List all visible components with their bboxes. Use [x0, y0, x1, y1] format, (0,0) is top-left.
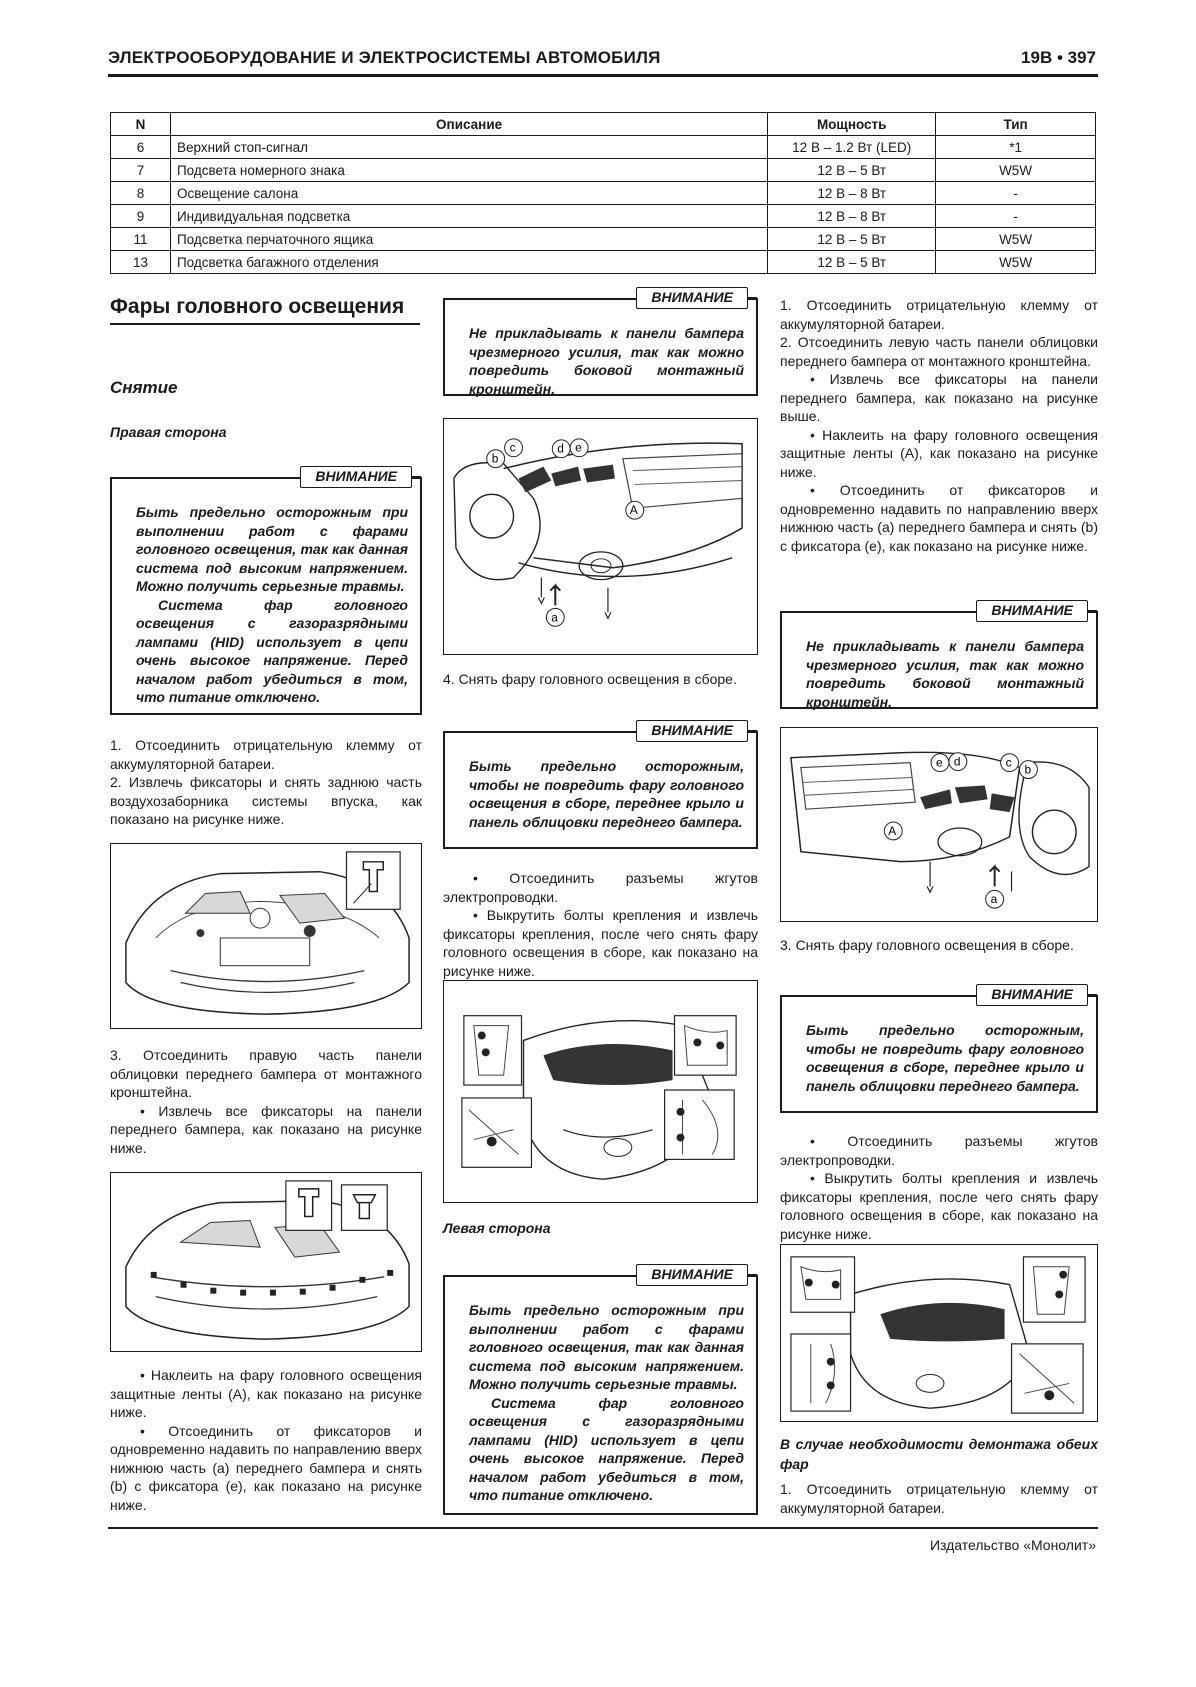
bullet-text: • Извлечь все фиксаторы на панели переднего бампера, как показано на рисунке ниже. — [110, 1102, 422, 1156]
table-header-row — [111, 113, 1096, 136]
bullet-text: • Выкрутить болты крепления и извлечь фиксаторы крепления, после чего снять фару головного освещения в сборе, как показано на рисунке ниже. — [780, 1170, 1098, 1242]
table-cell: W5W — [936, 251, 1096, 274]
subsection-title-removal: Снятие — [110, 378, 178, 397]
callout-letter: A — [888, 823, 897, 838]
step-text: 3. Снять фару головного освещения в сборе. — [780, 937, 1074, 953]
table-cell: Индивидуальная подсветка — [170, 205, 767, 228]
bullet-text: • Наклеить на фару головного освещения защитные ленты (A), как показано на рисунке ниже. — [110, 1367, 422, 1420]
callout-letter: a — [551, 610, 558, 625]
callout-letter: a — [990, 892, 998, 907]
lamp-spec-table — [110, 112, 1096, 274]
section-title-rule — [110, 323, 420, 325]
table-cell: 12 В – 5 Вт — [768, 159, 936, 182]
page-number: 19B • 397 — [1021, 48, 1096, 67]
warning-label: ВНИМАНИЕ — [636, 720, 748, 742]
warning-text: Не прикладывать к панели бампера чрезмерного усилия, так как можно повредить боковой монтажный кронштейн. — [806, 638, 1084, 710]
table-row — [111, 228, 1096, 251]
warning-text: Быть предельно осторожным, чтобы не повредить фару головного освещения в сборе, переднее крыло и панель облицовки переднего бампера. — [469, 758, 744, 830]
bullet-text: • Отсоединить разъемы жгутов электропроводки. — [443, 870, 758, 905]
step-text: 3. Отсоединить правую часть панели облицовки переднего бампера от монтажного кронштейна. — [110, 1047, 422, 1100]
warning-box — [780, 986, 1098, 1113]
table-row — [111, 136, 1096, 159]
figure-air-intake-clips — [110, 843, 422, 1029]
warning-text: Система фар головного освещения с газоразрядными лампами (HID) использует в цепи очень высокое напряжение. Перед началом работ убедиться в том, что питание отключено. — [136, 596, 408, 705]
table-cell: - — [936, 205, 1096, 228]
table-cell: Освещение салона — [170, 182, 767, 205]
warning-text: Не прикладывать к панели бампера чрезмерного усилия, так как можно повредить боковой монтажный кронштейн. — [469, 325, 744, 397]
bullet-text: • Выкрутить болты крепления и извлечь фиксаторы крепления, после чего снять фару головного освещения в сборе, как показано на рисунке ниже. — [443, 907, 758, 979]
steps-block — [443, 869, 758, 980]
table-row — [111, 251, 1096, 274]
figure-left-headlight-mounting — [780, 1244, 1098, 1422]
callout-letter: e — [936, 755, 943, 770]
warning-box — [443, 289, 758, 397]
section-title: Фары головного освещения — [110, 295, 405, 318]
table-header-cell: Описание — [170, 113, 767, 136]
warning-box — [443, 1266, 758, 1515]
bullet-text: • Наклеить на фару головного освещения защитные ленты (A), как показано на рисунке ниже. — [780, 426, 1098, 480]
bullet-text: • Отсоединить разъемы жгутов электропроводки. — [780, 1133, 1098, 1168]
callout-letter: e — [575, 440, 582, 455]
table-cell: 11 — [111, 228, 171, 251]
figure-right-headlight-mounting — [443, 980, 758, 1203]
callout-letter: d — [557, 441, 564, 456]
table-cell: 12 В – 8 Вт — [768, 205, 936, 228]
step-text: 2. Извлечь фиксаторы и снять заднюю часть воздухозаборника системы впуска, как показано на рисунке ниже. — [110, 774, 422, 827]
warning-box — [443, 722, 758, 849]
table-header-cell: Мощность — [768, 113, 936, 136]
warning-label: ВНИМАНИЕ — [300, 466, 412, 488]
warning-box — [110, 468, 422, 715]
table-row — [111, 159, 1096, 182]
warning-text: Система фар головного освещения с газоразрядными лампами (HID) использует в цепи очень высокое напряжение. Перед началом работ убедиться в том, что питание отключено. — [469, 1394, 744, 1503]
callout-letter: A — [629, 503, 638, 518]
steps-block — [110, 736, 422, 829]
figure-bumper-clips — [110, 1172, 422, 1352]
warning-box — [780, 602, 1098, 710]
table-cell: Верхний стоп-сигнал — [170, 136, 767, 159]
publisher-footer: Издательство «Монолит» — [929, 1537, 1096, 1553]
table-cell: W5W — [936, 228, 1096, 251]
steps-block — [780, 936, 1098, 955]
warning-label: ВНИМАНИЕ — [976, 600, 1088, 622]
table-cell: 9 — [111, 205, 171, 228]
steps-block — [780, 1132, 1098, 1243]
table-cell: 12 В – 1.2 Вт (LED) — [768, 136, 936, 159]
warning-text: Быть предельно осторожным, чтобы не повредить фару головного освещения в сборе, переднее крыло и панель облицовки переднего бампера. — [806, 1022, 1084, 1094]
table-cell: 12 В – 5 Вт — [768, 228, 936, 251]
section-heading-block — [110, 294, 420, 325]
running-header-title: ЭЛЕКТРООБОРУДОВАНИЕ И ЭЛЕКТРОСИСТЕМЫ АВТОМОБИЛЯ — [108, 48, 661, 67]
callout-letter: d — [953, 754, 961, 769]
figure-right-bumper-detach — [443, 418, 758, 655]
step-text: 1. Отсоединить отрицательную клемму от аккумуляторной батареи. — [780, 1481, 1098, 1516]
table-row — [111, 205, 1096, 228]
subheading-right-side: Правая сторона — [110, 424, 227, 440]
bullet-text: • Отсоединить от фиксаторов и одновременно надавить по направлению вверх нижнюю часть (a) переднего бампера и снять (b) с фиксатора (e), как показано на рисунке ниже. — [110, 1422, 422, 1513]
step-text: 4. Снять фару головного освещения в сборе. — [443, 671, 737, 687]
callout-letter: b — [1024, 762, 1032, 777]
steps-block — [110, 1366, 422, 1514]
steps-block — [780, 1434, 1098, 1517]
subheading-both-headlights: В случае необходимости демонтажа обеих фар — [780, 1436, 1098, 1472]
steps-block — [780, 296, 1098, 555]
table-cell: 6 — [111, 136, 171, 159]
step-text: 1. Отсоединить отрицательную клемму от аккумуляторной батареи. — [110, 737, 422, 772]
figure-left-bumper-detach — [780, 727, 1098, 922]
bullet-text: • Извлечь все фиксаторы на панели переднего бампера, как показано на рисунке выше. — [780, 371, 1098, 424]
warning-label: ВНИМАНИЕ — [636, 1264, 748, 1286]
table-cell: Подсвета номерного знака — [170, 159, 767, 182]
steps-block — [443, 670, 758, 689]
table-cell: Подсветка перчаточного ящика — [170, 228, 767, 251]
table-cell: 7 — [111, 159, 171, 182]
warning-text: Быть предельно осторожным при выполнении работ с фарами головного освещения, так как данная система под высоким напряжением. Можно получить серьезные травмы. — [136, 504, 408, 594]
subheading-left-side: Левая сторона — [443, 1220, 551, 1236]
step-text: 1. Отсоединить отрицательную клемму от аккумуляторной батареи. — [780, 297, 1098, 332]
table-cell: 8 — [111, 182, 171, 205]
step-text: 2. Отсоединить левую часть панели облицовки переднего бампера от монтажного кронштейна. — [780, 334, 1098, 369]
table-cell: 13 — [111, 251, 171, 274]
header-rule — [108, 74, 1098, 77]
footer-rule — [108, 1527, 1098, 1529]
table-header-cell: Тип — [936, 113, 1096, 136]
table-cell: *1 — [936, 136, 1096, 159]
bullet-text: • Отсоединить от фиксаторов и одновременно надавить по направлению вверх нижнюю часть (a) переднего бампера и снять (b) с фиксатора (e), как показано на рисунке ниже. — [780, 482, 1098, 554]
table-header-cell: N — [111, 113, 171, 136]
callout-letter: c — [1005, 755, 1012, 770]
table-cell: W5W — [936, 159, 1096, 182]
table-cell: 12 В – 5 Вт — [768, 251, 936, 274]
callout-letter: c — [509, 440, 516, 455]
table-cell: - — [936, 182, 1096, 205]
table-cell: 12 В – 8 Вт — [768, 182, 936, 205]
warning-label: ВНИМАНИЕ — [976, 984, 1088, 1006]
steps-block — [110, 1046, 422, 1157]
callout-letter: b — [491, 451, 499, 466]
table-cell: Подсветка багажного отделения — [170, 251, 767, 274]
warning-text: Быть предельно осторожным при выполнении работ с фарами головного освещения, так как данная система под высоким напряжением. Можно получить серьезные травмы. — [469, 1302, 744, 1392]
table-row — [111, 182, 1096, 205]
warning-label: ВНИМАНИЕ — [636, 287, 748, 309]
